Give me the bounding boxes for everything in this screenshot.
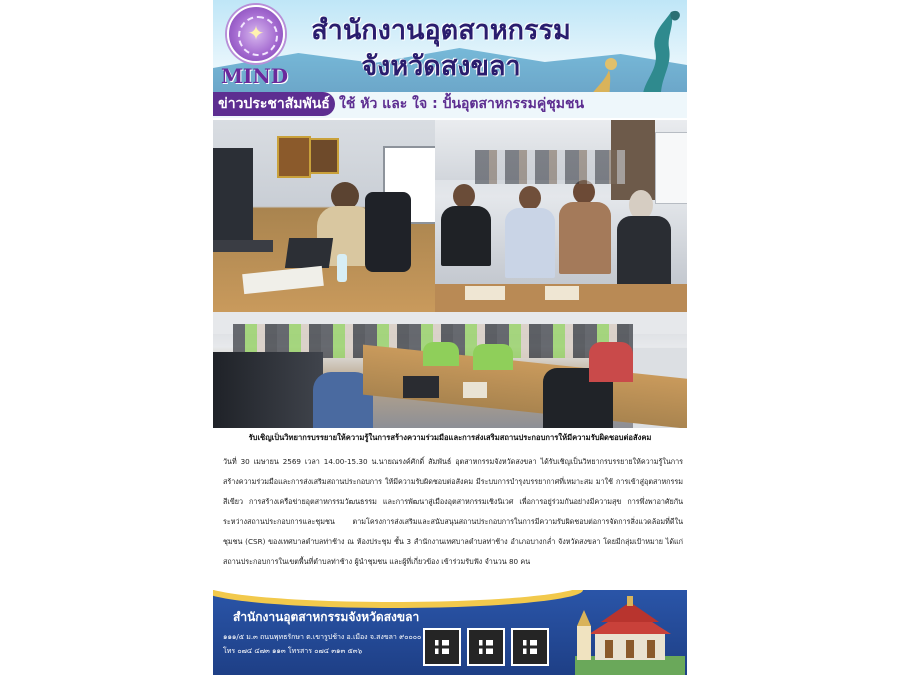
title-line-2: จังหวัดสงขลา (361, 51, 521, 82)
photo-audience (435, 120, 687, 312)
seal-icon: ✦ (227, 5, 285, 63)
photo-speaker (213, 120, 435, 312)
news-poster (213, 0, 687, 675)
slogan: ใช้ หัว และ ใจ : ปั้นอุตสาหกรรมคู่ชุมชน (339, 96, 585, 112)
footer-org-name: สำนักงานอุตสาหกรรมจังหวัดสงขลา (233, 610, 420, 624)
mind-logo-text: MIND (221, 64, 289, 88)
qr-code-icon[interactable] (511, 628, 549, 666)
title-line-1: สำนักงานอุตสาหกรรม (311, 15, 571, 46)
news-body: วันที่ 30 เมษายน 2569 เวลา 14.00-15.30 น.นายณรงค์ศักดิ์ สัมพันธ์ อุตสาหกรรมจังหวัดสงขลา ได้รับเชิญเป็นวิทยากรบรรยายให้ความรู้ในการสร้างความร่วมมือและการส่งเสริมสถานประกอบการ ให้มีความรับผิดชอบต่อสังคม มีระบบการบำรุงบรรยากาศที่เหมาะสม มาใช้ การเข้าสู่อุตสาหกรรมสีเขียว การสร้างเครือข่ายอุตสาหกรรมวัฒนธรรม และการพัฒนาสู่เมืองอุตสาหกรรมเชิงนิเวศ เพื่อการอยู่ร่วมกันอย่างมีความสุข การพึ่งพาอาศัยกัน ระหว่างสถานประกอบการและชุมชน ตามโครงการส่งเสริมและสนับสนุนสถานประกอบการในการมีความรับผิดชอบต่อการจัดการสิ่งแวดล้อมที่ดีในชุมชน (CSR) ของเทศบาลตำบลท่าช้าง ณ ห้องประชุม ชั้น 3 สำนักงานเทศบาลตำบลท่าช้าง อำเภอบางกล่ำ จังหวัดสงขลา โดยมีกลุ่มเป้าหมาย ได้แก่ สถานประกอบการในเขตพื้นที่ตำบลท่าช้าง ผู้นำชุมชน และผู้ที่เกี่ยวข้อง เข้าร่วมรับฟัง จำนวน 80 คน (223, 457, 683, 566)
qr-code-icon[interactable] (467, 628, 505, 666)
pr-label: ข่าวประชาสัมพันธ์ (213, 92, 335, 116)
news-headline: รับเชิญเป็นวิทยากรบรรยายให้ความรู้ในการสร้างความร่วมมือและการส่งเสริมสถานประกอบการให้มีความรับผิดชอบต่อสังคม (248, 433, 652, 442)
footer-phone: โทร ๐๗๔ ๔๗๓ ๑๑๓ โทรสาร ๐๗๔ ๓๑๓ ๕๓๖ (223, 647, 363, 655)
qr-code-icon[interactable] (423, 628, 461, 666)
photo-meeting-room (213, 312, 687, 428)
temple-icon (575, 596, 685, 675)
footer-address: ๑๑๑/๕ ม.๓ ถนนพุทธรักษา ต.เขารูปช้าง อ.เมือง จ.สงขลา ๙๐๐๐๐ (223, 633, 422, 641)
